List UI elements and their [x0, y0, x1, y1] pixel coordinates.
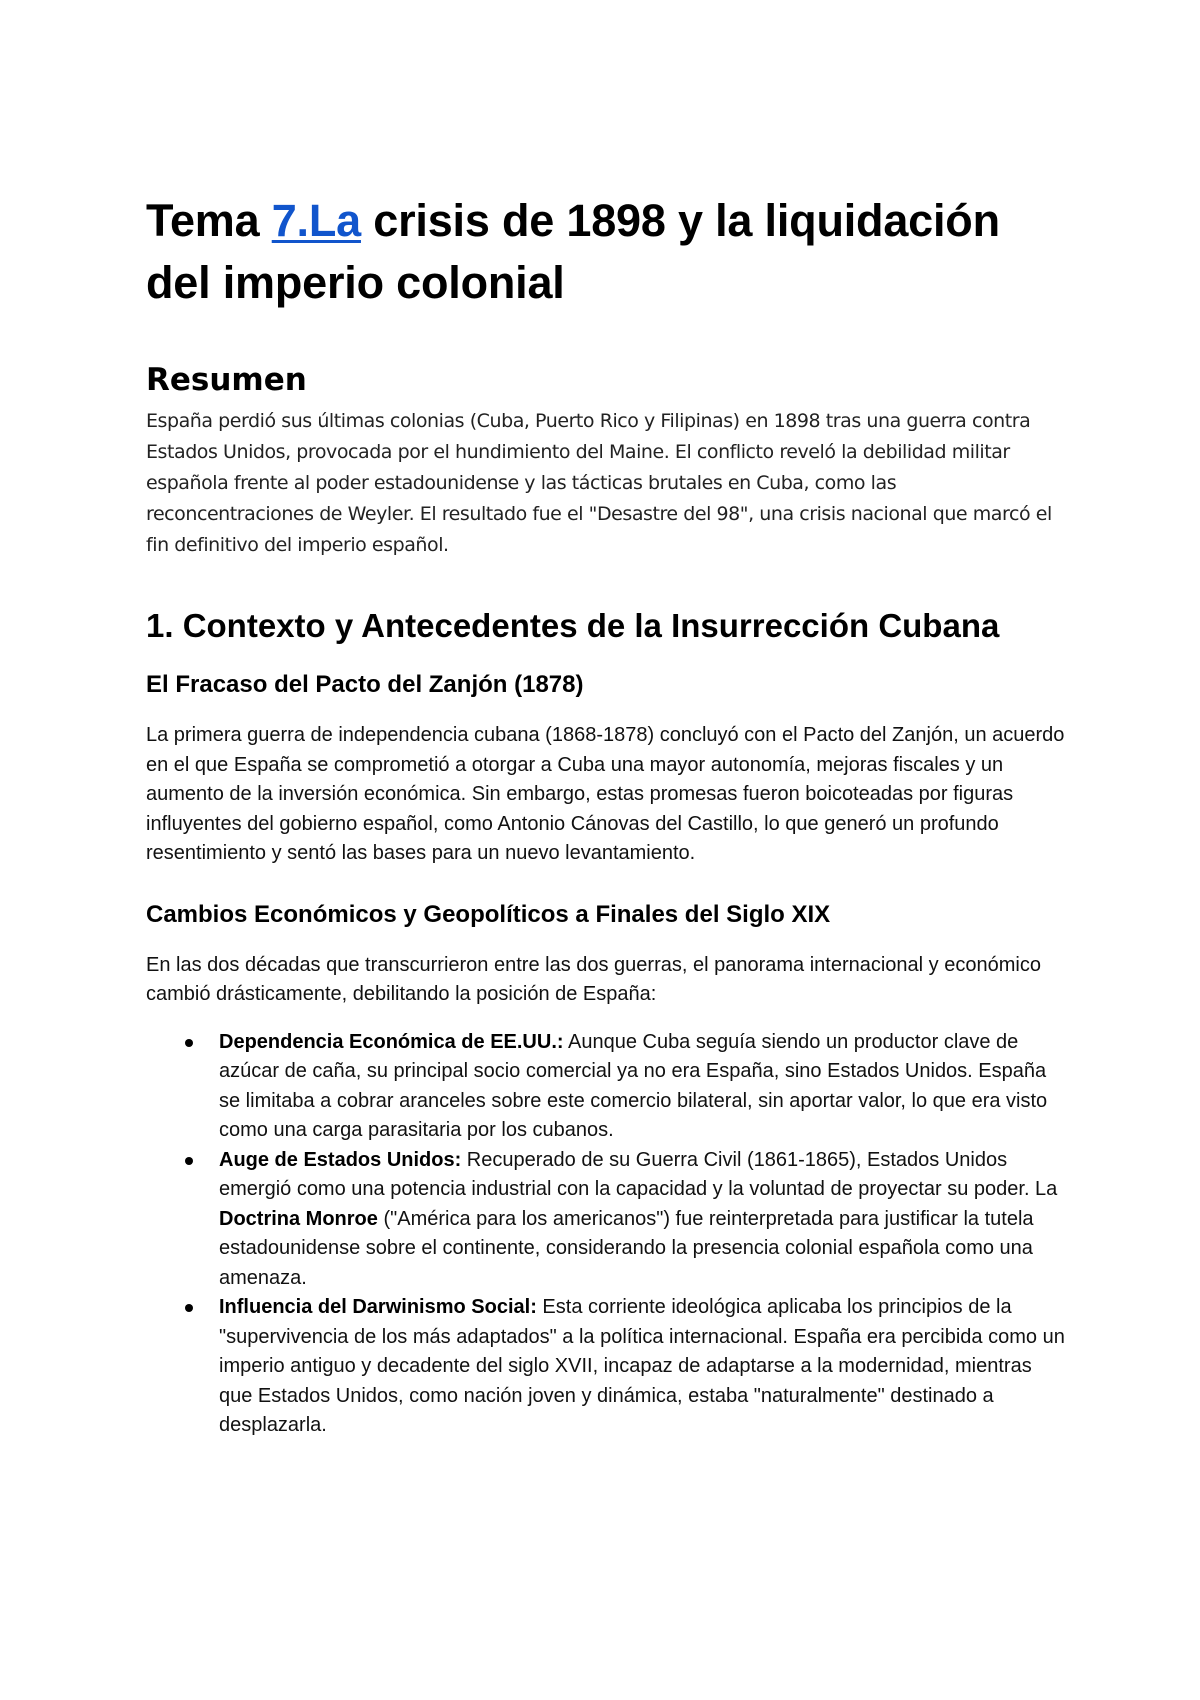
bullet-text-continued: ("América para los americanos") fue reinterpretada para justificar la tutela estadounidense sobre el continente, considerando la presencia colonial española como una amenaza. [219, 1207, 1034, 1289]
section-1-heading: 1. Contexto y Antecedentes de la Insurrección Cubana [146, 607, 1000, 644]
list-item [146, 1028, 1066, 1146]
subsection-zanjon-heading: El Fracaso del Pacto del Zanjón (1878) [146, 671, 584, 698]
bullet-text: Esta corriente ideológica aplicaba los principios de la "supervivencia de los más adaptados" a la política internacional. España era percibida como un imperio antiguo y decadente del siglo XVII, incapaz de adaptarse a la modernidad, mientras que Estados Unidos, como nación joven y dinámica, estaba "naturalmente" destinado a desplazarla. [219, 1296, 1065, 1436]
document-page [146, 190, 1066, 1441]
bullet-list [146, 1028, 1066, 1441]
document-title [146, 190, 1066, 314]
title-prefix: Tema [146, 195, 272, 246]
bullet-text: Aunque Cuba seguía siendo un productor clave de azúcar de caña, su principal socio comercial ya no era España, sino Estados Unidos. España se limitaba a cobrar aranceles sobre este comercio bilateral, sin aportar valor, lo que era visto como una carga parasitaria por los cubanos. [219, 1030, 1048, 1141]
bullet-icon [185, 1304, 193, 1312]
list-item [146, 1146, 1066, 1294]
bullet-icon [185, 1157, 193, 1165]
subsection-cambios-heading: Cambios Económicos y Geopolíticos a Finales del Siglo XIX [146, 900, 831, 928]
title-suffix: crisis de 1898 y la liquidación del imperio colonial [146, 195, 1000, 308]
bullet-term: Dependencia Económica de EE.UU.: [219, 1030, 564, 1053]
subsection-zanjon-paragraph: La primera guerra de independencia cubana (1868-1878) concluyó con el Pacto del Zanjón, un acuerdo en el que España se comprometió a otorgar a Cuba una mayor autonomía, mejoras fiscales y un aumento de la inversión económica. Sin embargo, estas promesas fueron boicoteadas por figuras influyentes del gobierno español, como Antonio Cánovas del Castillo, lo que generó un profundo resentimiento y sentó las bases para un nuevo levantamiento. [146, 724, 1065, 864]
subsection-cambios-intro: En las dos décadas que transcurrieron entre las dos guerras, el panorama internacional y económico cambió drásticamente, debilitando la posición de España: [146, 953, 1041, 1005]
resumen-heading: Resumen [146, 362, 307, 398]
bullet-inline-term: Doctrina Monroe [219, 1207, 378, 1230]
resumen-paragraph: España perdió sus últimas colonias (Cuba, Puerto Rico y Filipinas) en 1898 tras una guerra contra Estados Unidos, provocada por el hundimiento del Maine. El conflicto reveló la debilidad militar española frente al poder estadounidense y las tácticas brutales en Cuba, como las reconcentraciones de Weyler. El resultado fue el "Desastre del 98", una crisis nacional que marcó el fin definitivo del imperio español. [146, 410, 1052, 556]
bullet-text: Recuperado de su Guerra Civil (1861-1865), Estados Unidos emergió como una potencia industrial con la capacidad y la voluntad de proyectar su poder. La [219, 1148, 1058, 1200]
list-item [146, 1293, 1066, 1441]
title-link[interactable]: 7.La [271, 195, 361, 246]
bullet-term: Influencia del Darwinismo Social: [219, 1296, 537, 1318]
bullet-icon [185, 1039, 193, 1047]
bullet-term: Auge de Estados Unidos: [219, 1148, 462, 1171]
